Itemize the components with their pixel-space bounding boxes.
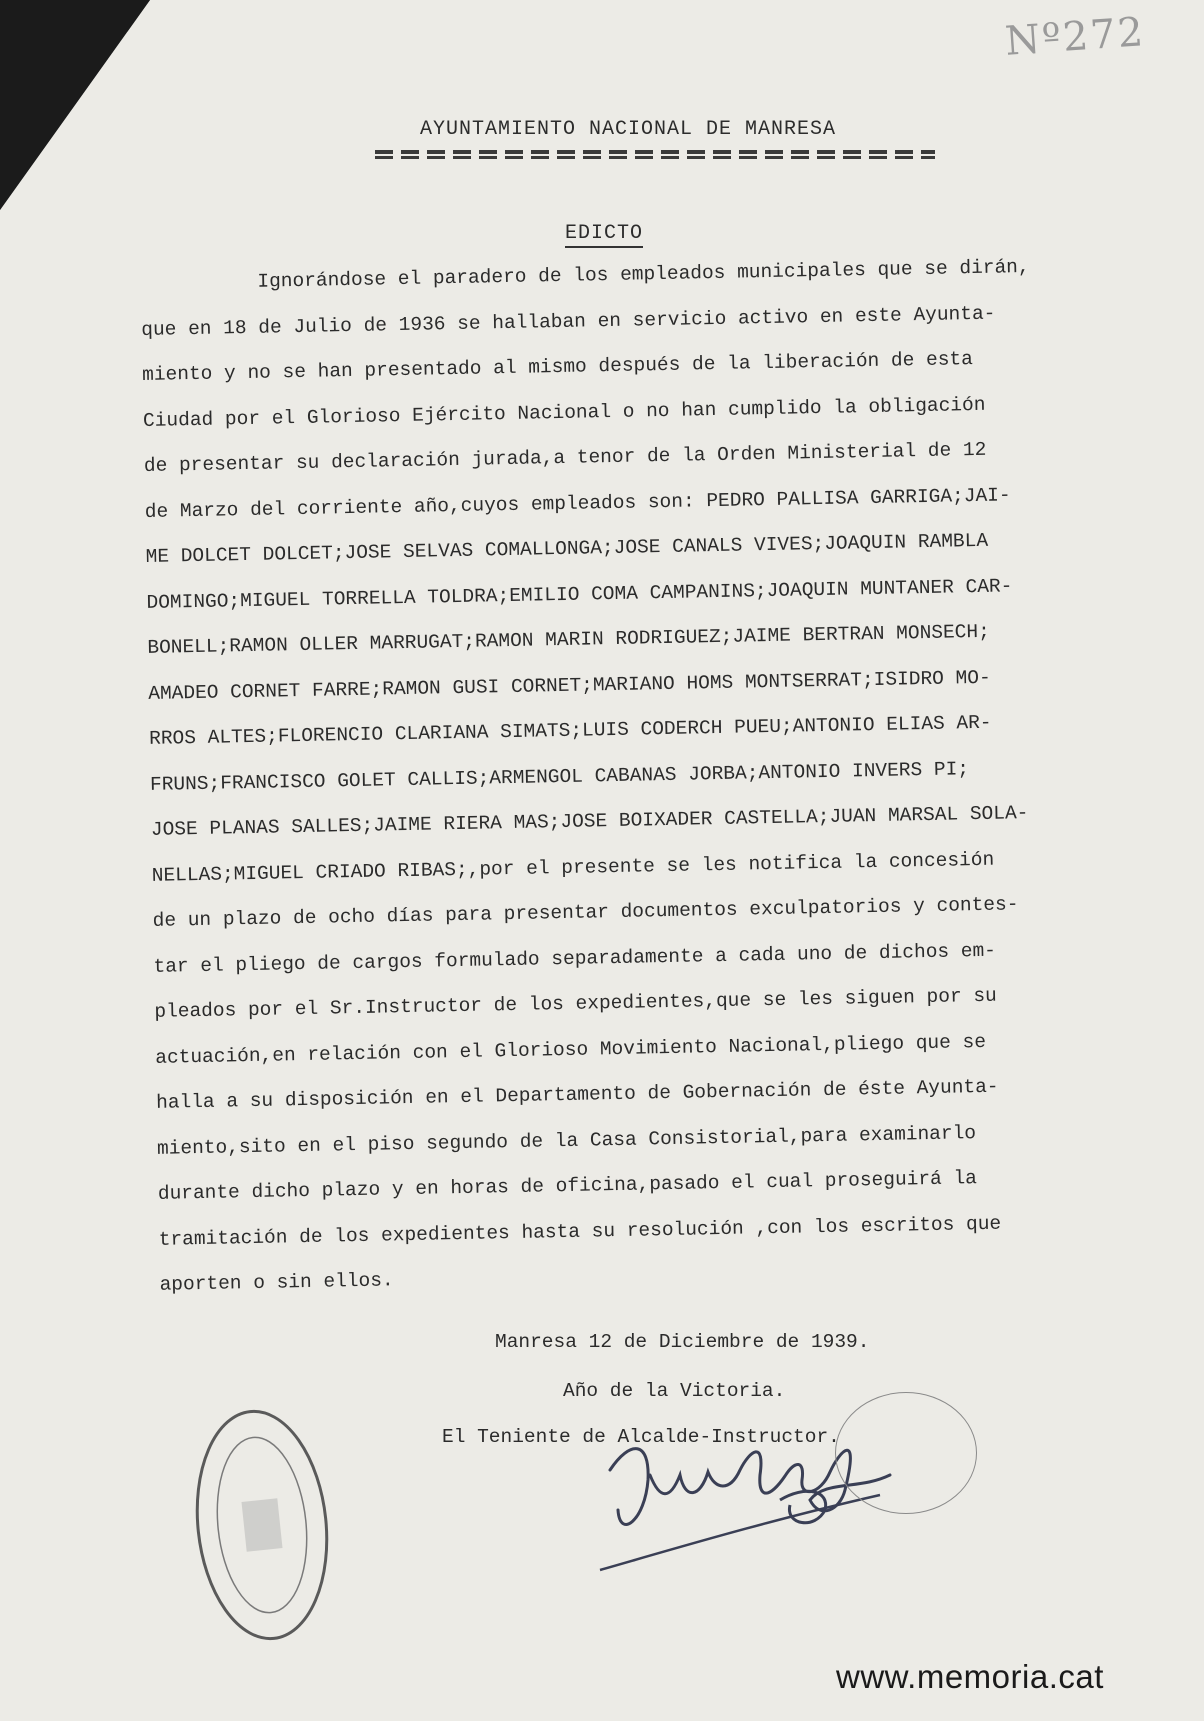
body-line: miento,sito en el piso segundo de la Casa Consistorial,para examinarlo — [156, 1121, 977, 1160]
body-line: de Marzo del corriente año,cuyos empleados son: PEDRO PALLISA GARRIGA;JAI- — [144, 483, 1011, 523]
body-line: que en 18 de Julio de 1936 se hallaban en servicio activo en este Ayunta- — [141, 302, 996, 341]
signature-circle-mark — [835, 1392, 977, 1514]
body-line: BONELL;RAMON OLLER MARRUGAT;RAMON MARIN RODRIGUEZ;JAIME BERTRAN MONSECH; — [147, 620, 991, 659]
body-line: RROS ALTES;FLORENCIO CLARIANA SIMATS;LUIS CODERCH PUEU;ANTONIO ELIAS AR- — [148, 711, 992, 750]
body-line: FRUNS;FRANCISCO GOLET CALLIS;ARMENGOL CABANAS JORBA;ANTONIO INVERS PI; — [149, 757, 970, 796]
body-line: actuación,en relación con el Glorioso Movimiento Nacional,pliego que se — [155, 1030, 987, 1069]
body-line: pleados por el Sr.Instructor de los expedientes,que se les siguen por su — [154, 984, 998, 1023]
body-line: NELLAS;MIGUEL CRIADO RIBAS;,por el presente se les notifica la concesión — [151, 848, 995, 887]
body-line: durante dicho plazo y en horas de oficina,pasado el cual proseguirá la — [157, 1167, 978, 1205]
body-line: tramitación de los expedientes hasta su resolución ,con los escritos que — [158, 1212, 1002, 1251]
body-line: miento y no se han presentado al mismo después de la liberación de esta — [141, 348, 974, 386]
body-line: aporten o sin ellos. — [159, 1269, 394, 1296]
header-underline-divider — [375, 150, 935, 158]
signatory-title: El Teniente de Alcalde-Instructor. — [442, 1426, 840, 1448]
edict-body — [140, 243, 1160, 1309]
body-line: halla a su disposición en el Departamento de Gobernación de éste Ayunta- — [155, 1075, 999, 1114]
municipal-seal-stamp — [180, 1398, 344, 1651]
body-line: JOSE PLANAS SALLES;JAIME RIERA MAS;JOSE BOIXADER CASTELLA;JUAN MARSAL SOLA- — [150, 802, 1029, 841]
body-line: de presentar su declaración jurada,a tenor de la Orden Ministerial de 12 — [143, 438, 987, 477]
body-line: DOMINGO;MIGUEL TORRELLA TOLDRA;EMILIO COMA CAMPANINS;JOAQUIN MUNTANER CAR- — [146, 574, 1013, 614]
body-line: Ignorándose el paradero de los empleados municipales que se dirán, — [140, 255, 1030, 295]
body-line: de un plazo de ocho días para presentar documentos exculpatorios y contes- — [152, 893, 1019, 932]
body-line: ME DOLCET DOLCET;JOSE SELVAS COMALLONGA;JOSE CANALS VIVES;JOAQUIN RAMBLA — [145, 529, 989, 568]
document-title: EDICTO — [565, 222, 643, 248]
body-line: Ciudad por el Glorioso Ejército Nacional o no han cumplido la obligación — [142, 393, 986, 432]
year-motto: Año de la Victoria. — [563, 1380, 786, 1402]
document-header: AYUNTAMIENTO NACIONAL DE MANRESA — [420, 118, 837, 141]
body-line: AMADEO CORNET FARRE;RAMON GUSI CORNET;MARIANO HOMS MONTSERRAT;ISIDRO MO- — [148, 666, 991, 705]
body-line: tar el pliego de cargos formulado separadamente a cada uno de dichos em- — [153, 939, 997, 978]
site-watermark: www.memoria.cat — [836, 1658, 1104, 1695]
handwritten-reference-number: Nº272 — [1003, 9, 1147, 65]
place-date: Manresa 12 de Diciembre de 1939. — [495, 1331, 870, 1353]
